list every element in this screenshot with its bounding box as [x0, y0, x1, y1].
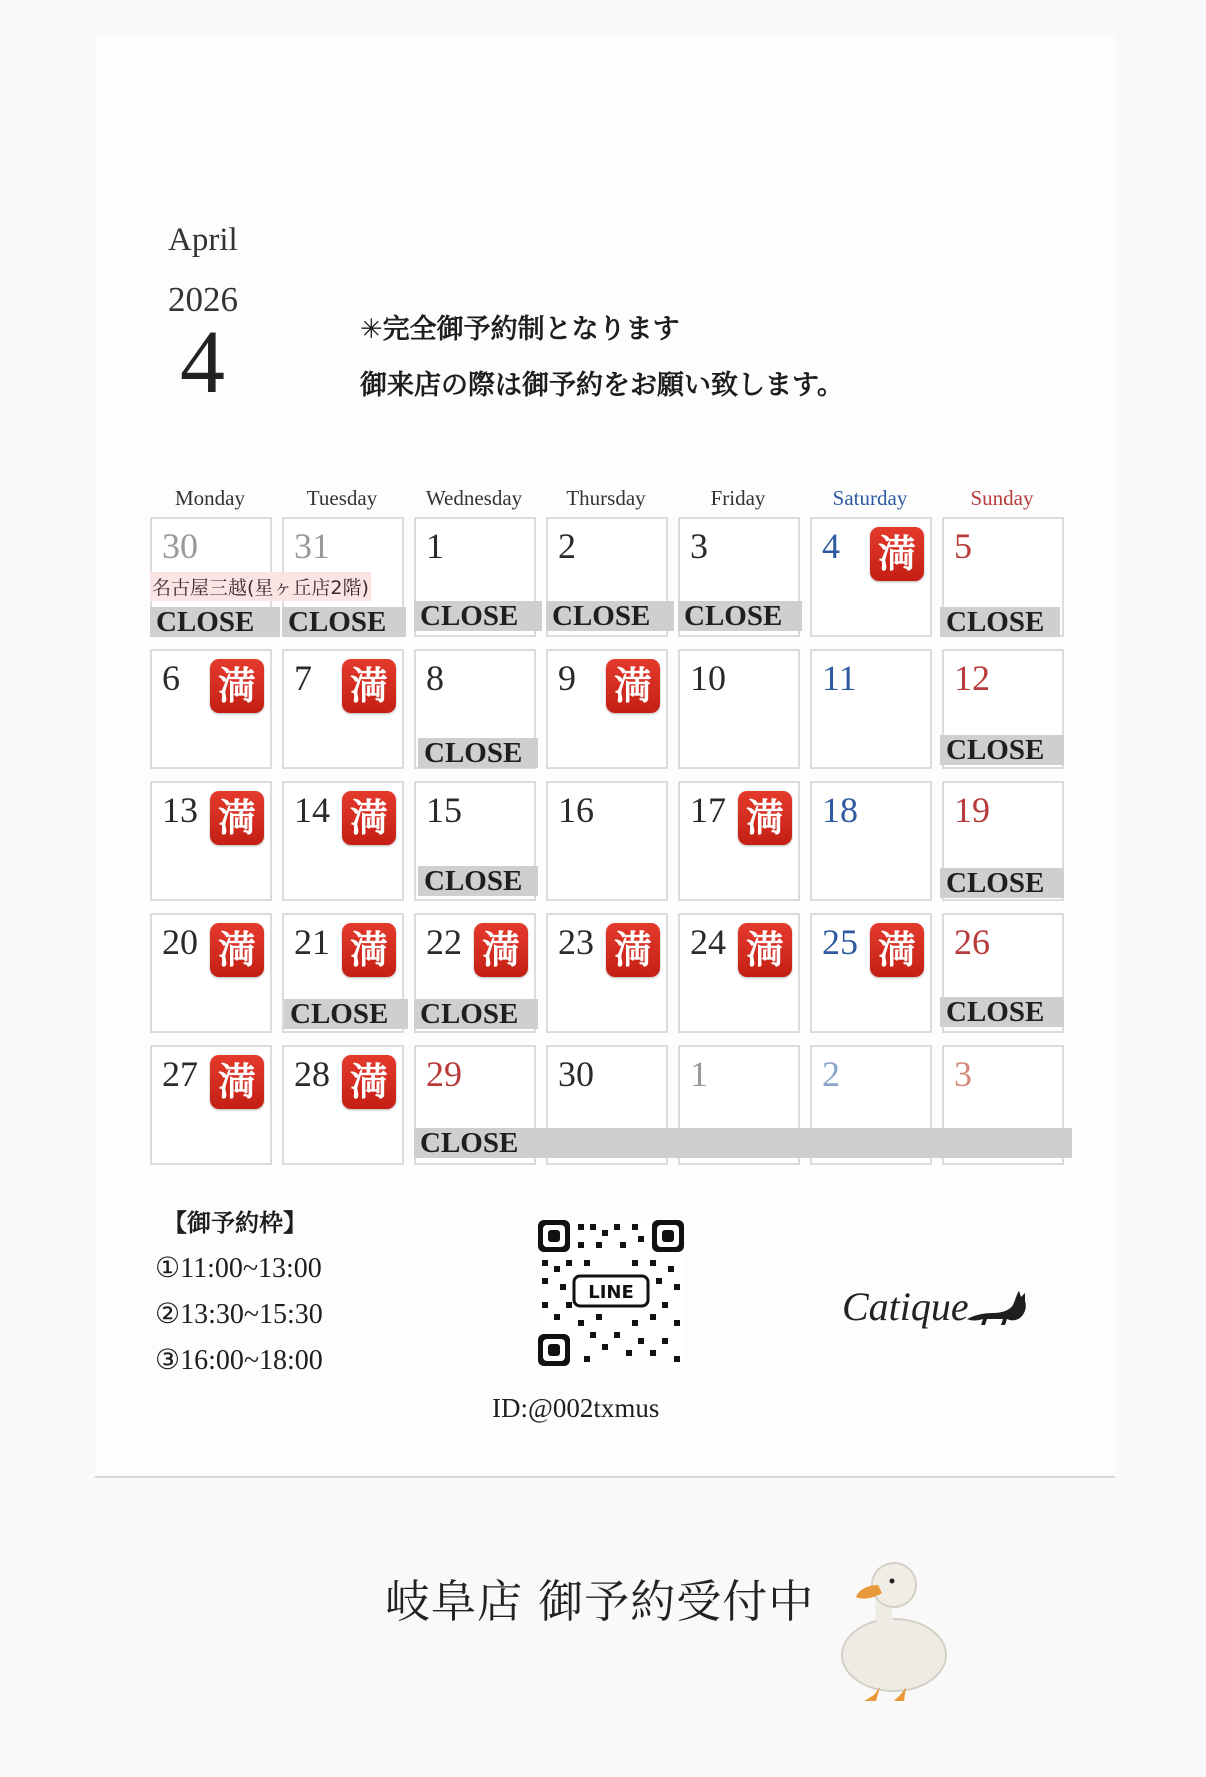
weekday-tuesday: Tuesday [306, 486, 378, 510]
day-cell-apr-23[interactable] [546, 913, 668, 1033]
day-cell-apr-11[interactable] [810, 649, 932, 769]
close-label: CLOSE [940, 868, 1064, 898]
divider [95, 1476, 1115, 1478]
weekday-wednesday: Wednesday [425, 486, 523, 510]
day-number: 10 [690, 658, 726, 698]
close-label: CLOSE [414, 601, 542, 631]
close-label: CLOSE [940, 607, 1060, 637]
reservation-slots [155, 1200, 323, 1384]
day-cell-apr-20[interactable] [150, 913, 272, 1033]
day-number: 3 [690, 526, 708, 566]
day-number: 23 [558, 922, 594, 962]
day-number: 1 [690, 1054, 708, 1094]
close-label: CLOSE [418, 738, 538, 768]
day-number: 26 [954, 922, 990, 962]
close-label: CLOSE [150, 607, 280, 637]
fully-booked-icon: 満 [738, 791, 792, 845]
day-cell-apr-25[interactable] [810, 913, 932, 1033]
month-number: 4 [180, 313, 225, 412]
day-number: 30 [162, 526, 198, 566]
weekday-thursday: Thursday [566, 486, 646, 510]
day-number: 15 [426, 790, 462, 830]
event-note: 名古屋三越(星ヶ丘店2階) [150, 572, 371, 601]
day-number: 28 [294, 1054, 330, 1094]
close-label: CLOSE [284, 999, 408, 1029]
fully-booked-icon: 満 [342, 659, 396, 713]
line-qr-code-icon[interactable] [538, 1220, 684, 1366]
day-cell-apr-16[interactable] [546, 781, 668, 901]
slot-3: ③16:00~18:00 [155, 1345, 323, 1376]
day-number: 20 [162, 922, 198, 962]
close-label: CLOSE [678, 601, 802, 631]
weekday-friday: Friday [710, 486, 766, 510]
line-id: ID:@002txmus [492, 1393, 660, 1423]
day-number: 21 [294, 922, 330, 962]
day-cell-apr-7[interactable] [282, 649, 404, 769]
day-number: 12 [954, 658, 990, 698]
reservation-notice [360, 302, 844, 414]
fully-booked-icon: 満 [210, 659, 264, 713]
day-number: 24 [690, 922, 726, 962]
day-number: 5 [954, 526, 972, 566]
day-cell-apr-17[interactable] [678, 781, 800, 901]
notice-line-2: 御来店の際は御予約をお願い致します。 [360, 370, 844, 401]
day-cell-apr-9[interactable] [546, 649, 668, 769]
reservation-slots-title: 【御予約枠】 [163, 1209, 307, 1237]
day-number: 9 [558, 658, 576, 698]
fully-booked-icon: 満 [606, 923, 660, 977]
cat-icon [965, 1285, 1031, 1327]
month-name: April [168, 222, 238, 258]
fully-booked-icon: 満 [870, 923, 924, 977]
day-number: 4 [822, 526, 840, 566]
day-number: 3 [954, 1054, 972, 1094]
fully-booked-icon: 満 [606, 659, 660, 713]
fully-booked-icon: 満 [210, 791, 264, 845]
fully-booked-icon: 満 [342, 923, 396, 977]
day-cell-apr-18[interactable] [810, 781, 932, 901]
close-label: CLOSE [940, 735, 1064, 765]
weekday-sunday: Sunday [970, 486, 1034, 510]
day-cell-apr-10[interactable] [678, 649, 800, 769]
day-number: 11 [822, 658, 857, 698]
day-number: 25 [822, 922, 858, 962]
day-number: 14 [294, 790, 330, 830]
day-number: 16 [558, 790, 594, 830]
day-number: 2 [558, 526, 576, 566]
fully-booked-icon: 満 [474, 923, 528, 977]
day-number: 7 [294, 658, 312, 698]
day-number: 30 [558, 1054, 594, 1094]
fully-booked-icon: 満 [870, 527, 924, 581]
day-number: 2 [822, 1054, 840, 1094]
day-cell-apr-28[interactable] [282, 1045, 404, 1165]
fully-booked-icon: 満 [738, 923, 792, 977]
day-cell-apr-4[interactable] [810, 517, 932, 637]
store-banner: 岐阜店 御予約受付中 [385, 1575, 815, 1628]
duck-icon [832, 1555, 962, 1705]
weekday-saturday: Saturday [832, 486, 908, 510]
close-label: CLOSE [414, 999, 538, 1029]
day-number: 6 [162, 658, 180, 698]
notice-line-1: ✳完全御予約制となります [360, 314, 680, 345]
day-cell-apr-14[interactable] [282, 781, 404, 901]
day-cell-apr-6[interactable] [150, 649, 272, 769]
day-number: 1 [426, 526, 444, 566]
day-cell-apr-24[interactable] [678, 913, 800, 1033]
year: 2026 [168, 280, 238, 319]
fully-booked-icon: 満 [342, 791, 396, 845]
weekday-monday: Monday [175, 486, 245, 510]
slot-1: ①11:00~13:00 [155, 1253, 322, 1284]
day-number: 22 [426, 922, 462, 962]
close-label: CLOSE [418, 866, 538, 896]
day-number: 19 [954, 790, 990, 830]
day-number: 13 [162, 790, 198, 830]
day-number: 17 [690, 790, 726, 830]
close-label: CLOSE [414, 1128, 1072, 1158]
slot-2: ②13:30~15:30 [155, 1299, 323, 1330]
brand-logo: Catique [842, 1284, 969, 1329]
close-label: CLOSE [282, 607, 406, 637]
day-number: 8 [426, 658, 444, 698]
close-label: CLOSE [940, 997, 1064, 1027]
fully-booked-icon: 満 [210, 923, 264, 977]
day-number: 29 [426, 1054, 462, 1094]
day-cell-apr-27[interactable] [150, 1045, 272, 1165]
qr-line-label: LINE [588, 1282, 634, 1303]
day-number: 18 [822, 790, 858, 830]
close-label: CLOSE [546, 601, 674, 631]
fully-booked-icon: 満 [210, 1055, 264, 1109]
day-cell-apr-13[interactable] [150, 781, 272, 901]
day-number: 27 [162, 1054, 198, 1094]
fully-booked-icon: 満 [342, 1055, 396, 1109]
day-number: 31 [294, 526, 330, 566]
